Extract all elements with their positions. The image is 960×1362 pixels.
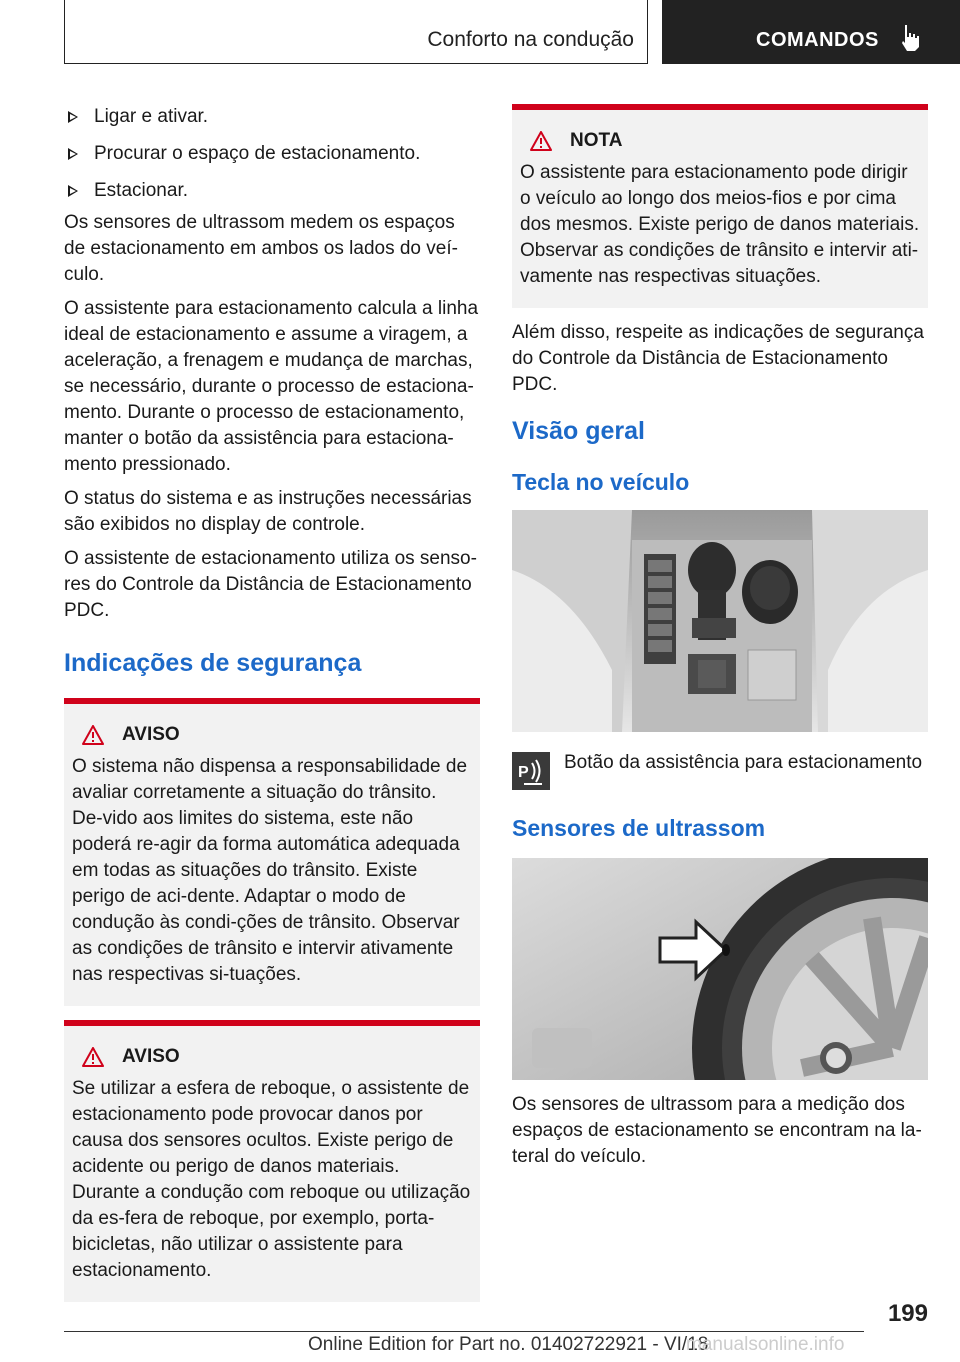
triangle-bullet-icon — [68, 185, 78, 197]
paragraph: Os sensores de ultrassom medem os espaços de estacionamento em ambos os lados do veí-culo. — [64, 212, 458, 285]
footer-divider — [64, 1331, 864, 1332]
warning-title: AVISO — [122, 724, 180, 745]
note-title: NOTA — [570, 130, 623, 151]
paragraph: Além disso, respeite as indicações de segurança do Controle da Distância de Estacionamento PDC. — [512, 322, 924, 395]
button-caption: Botão da assistência para estacionamento — [564, 752, 923, 773]
triangle-bullet-icon — [68, 148, 78, 160]
header-chapter-label: COMANDOS — [756, 29, 879, 51]
warning-title: AVISO — [122, 1046, 180, 1067]
right-column — [512, 104, 928, 1178]
note-triangle-icon — [530, 131, 552, 151]
park-assist-button-icon — [512, 752, 550, 790]
warning-box — [64, 698, 480, 1006]
footer-edition: Online Edition for Part no. 01402722921 - VI/18 — [308, 1334, 709, 1355]
list-item: Ligar e ativar. — [64, 104, 480, 130]
paragraph: Os sensores de ultrassom para a medição dos espaços de estacionamento se encontram na la-teral do veículo. — [512, 1094, 922, 1167]
footer-brand-watermark: manualsonline.info — [686, 1334, 845, 1355]
paragraph: O assistente de estacionamento utiliza os senso-res do Controle da Distância de Estacionamento PDC. — [64, 548, 477, 621]
header-chapter-tab — [662, 0, 960, 64]
warning-text: Se utilizar a esfera de reboque, o assistente de estacionamento pode provocar danos por causa dos sensores ocultos. Existe perigo de acidente ou perigo de danos materiais. Durante a condução com reboque ou utilização da es-fera de reboque, por exemplo, porta-bicicletas, não utilizar o assistente para estacionamento. — [72, 1078, 471, 1281]
subsection-heading: Sensores de ultrassom — [512, 815, 766, 841]
center-console-photo — [512, 510, 928, 732]
section-heading: Indicações de segurança — [64, 649, 362, 677]
ultrasonic-sensor-photo — [512, 858, 928, 1080]
svg-text:P: P — [518, 764, 529, 781]
warning-text: O sistema não dispensa a responsabilidade de avaliar corretamente a situação do trânsito. De-vido aos limites do sistema, este não poderá re-agir da forma automática adequada em todas as situações do trânsito. Existe perigo de aci-dente. Adaptar o modo de condução às condi-ções de trânsito. Observar as condições de trânsito e intervir ativamente nas respectivas si-tuações. — [72, 756, 468, 985]
warning-triangle-icon — [82, 1047, 104, 1067]
triangle-bullet-icon — [68, 111, 78, 123]
note-text: O assistente para estacionamento pode dirigir o veículo ao longo dos meios-fios e por cima dos mesmos. Existe perigo de danos materiais. Observar as condições de trânsito e intervir ati-vamente nas respectivas situações. — [520, 162, 920, 287]
list-item: Estacionar. — [64, 178, 480, 204]
page-number: 199 — [887, 1300, 928, 1327]
pointing-hand-icon — [898, 23, 922, 53]
section-heading: Visão geral — [512, 417, 645, 445]
warning-box — [64, 1020, 480, 1302]
paragraph: O assistente para estacionamento calcula a linha ideal de estacionamento e assume a viragem, a aceleração, a frenagem e mudança de marchas, se necessário, durante o processo de estaciona-mento. Durante o processo de estacionamento, manter o botão da assistência para estaciona-mento pressionado. — [64, 298, 479, 475]
note-box — [512, 104, 928, 308]
button-caption-row — [512, 752, 928, 790]
paragraph: O status do sistema e as instruções necessárias são exibidos no display de controle. — [64, 488, 472, 535]
step-list — [64, 104, 480, 204]
subsection-heading: Tecla no veículo — [512, 469, 690, 495]
warning-triangle-icon — [82, 725, 104, 745]
list-item: Procurar o espaço de estacionamento. — [64, 141, 480, 167]
left-column — [64, 104, 480, 1312]
header-section-title: Conforto na condução — [427, 28, 634, 51]
